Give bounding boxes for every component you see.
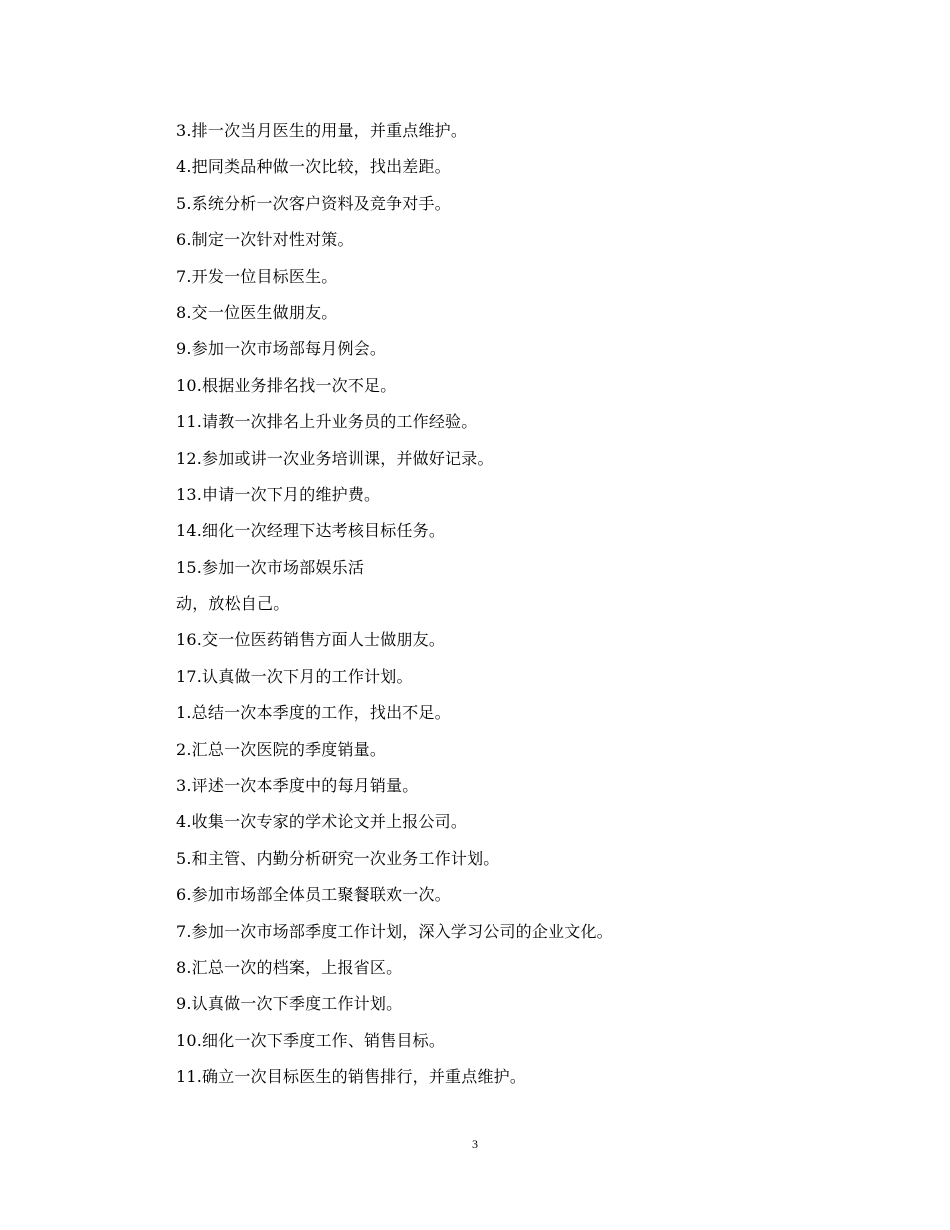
page-number: 3	[472, 1137, 478, 1151]
text-line: 7.参加一次市场部季度工作计划，深入学习公司的企业文化。	[176, 921, 613, 941]
text-line: 8.交一位医生做朋友。	[176, 302, 338, 322]
text-line: 10.根据业务排名找一次不足。	[176, 375, 397, 395]
text-line: 10.细化一次下季度工作、销售目标。	[176, 1030, 446, 1050]
text-line: 4.把同类品种做一次比较，找出差距。	[176, 157, 451, 177]
text-line: 3.评述一次本季度中的每月销量。	[176, 776, 419, 796]
text-line: 15.参加一次市场部娱乐活	[176, 557, 365, 577]
text-line: 4.收集一次专家的学术论文并上报公司。	[176, 812, 468, 832]
text-line: 6.制定一次针对性对策。	[176, 230, 354, 250]
text-line: 5.和主管、内勤分析研究一次业务工作计划。	[176, 848, 500, 868]
text-line: 2.汇总一次医院的季度销量。	[176, 739, 387, 759]
text-line: 11.请教一次排名上升业务员的工作经验。	[176, 412, 478, 432]
text-line: 3.排一次当月医生的用量，并重点维护。	[176, 121, 468, 140]
text-line: 9.认真做一次下季度工作计划。	[176, 994, 403, 1014]
text-line: 5.系统分析一次客户资料及竞争对手。	[176, 193, 451, 213]
text-line: 动，放松自己。	[176, 594, 290, 614]
text-line: 17.认真做一次下月的工作计划。	[176, 666, 413, 686]
text-line: 13.申请一次下月的维护费。	[176, 484, 381, 504]
document-body	[176, 119, 816, 1102]
text-line: 9.参加一次市场部每月例会。	[176, 339, 387, 359]
text-line: 12.参加或讲一次业务培训课，并做好记录。	[176, 448, 494, 468]
text-line: 11.确立一次目标医生的销售排行，并重点维护。	[176, 1067, 527, 1087]
text-line: 7.开发一位目标医生。	[176, 266, 338, 286]
text-line: 8.汇总一次的档案，上报省区。	[176, 957, 403, 977]
text-line: 14.细化一次经理下达考核目标任务。	[176, 521, 446, 541]
text-line: 1.总结一次本季度的工作，找出不足。	[176, 703, 451, 723]
text-line: 16.交一位医药销售方面人士做朋友。	[176, 630, 446, 650]
text-line: 6.参加市场部全体员工聚餐联欢一次。	[176, 885, 451, 905]
